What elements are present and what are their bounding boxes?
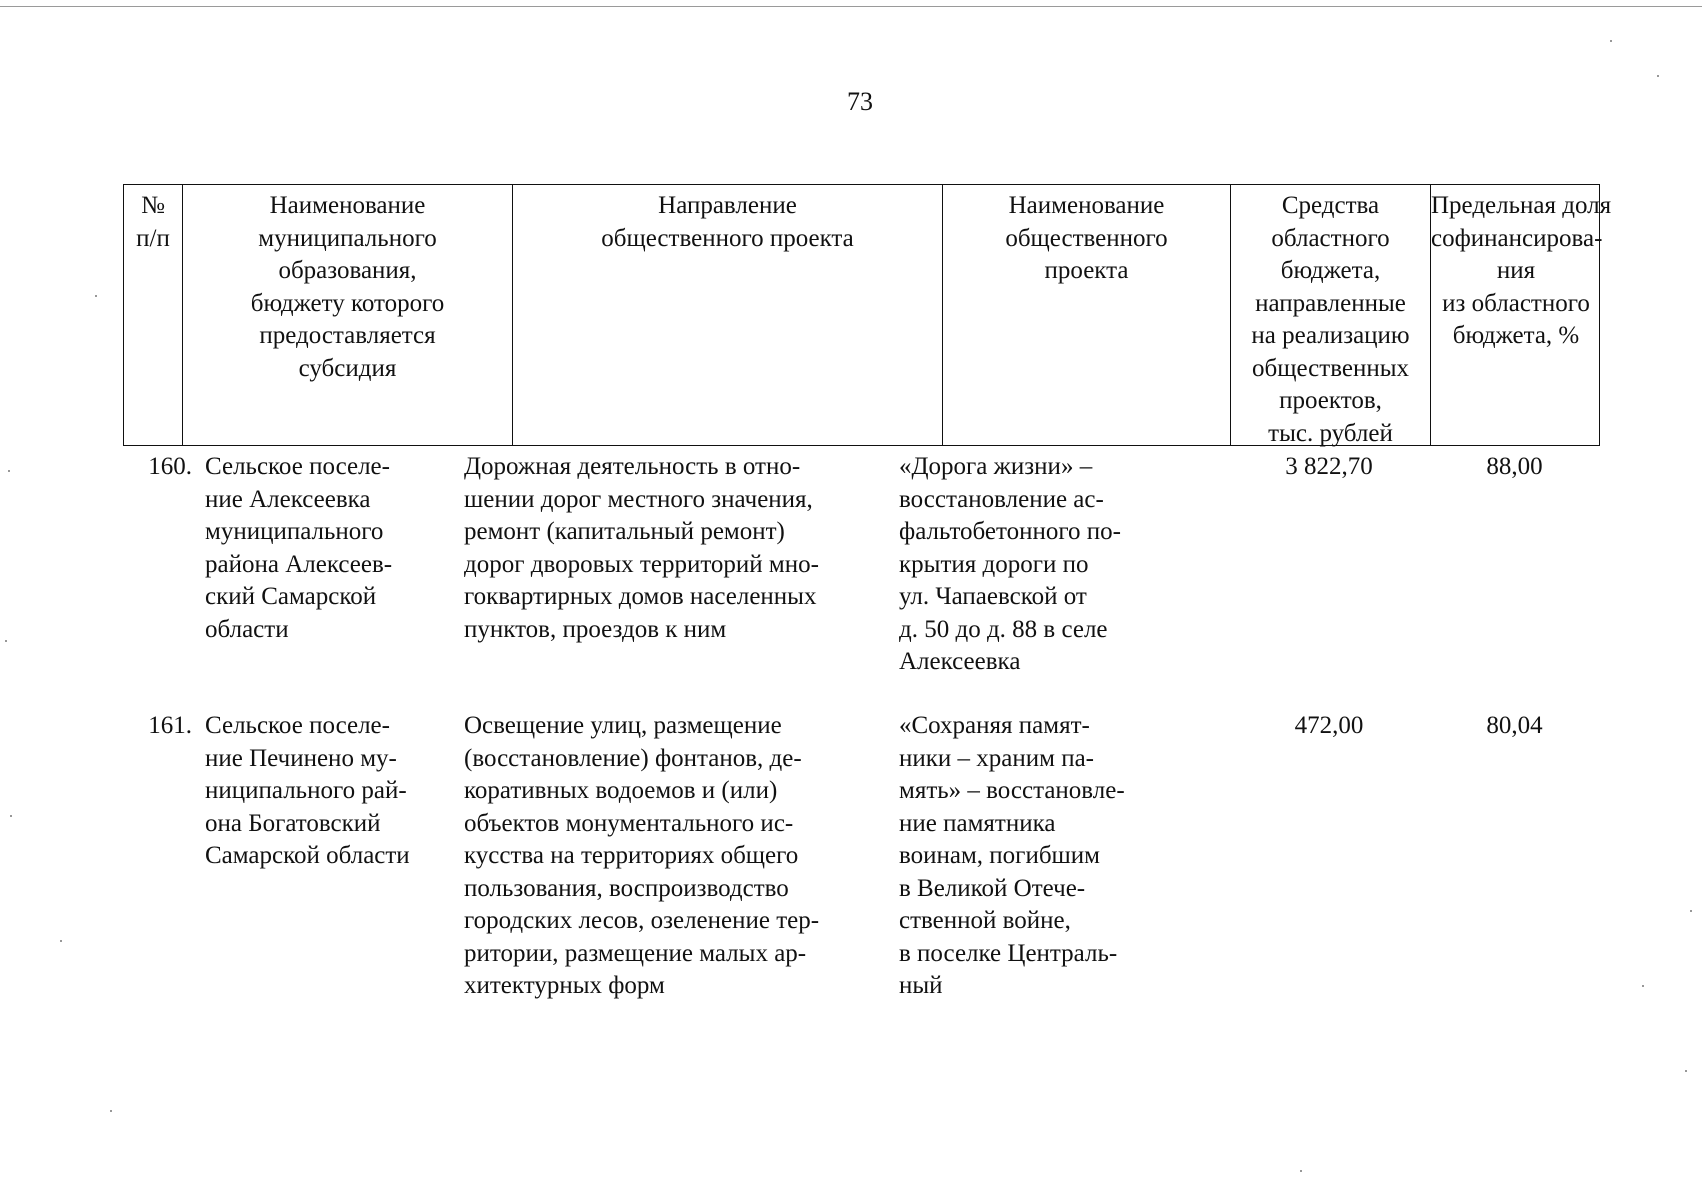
header-number — [124, 185, 182, 445]
cell-line: ние Печинено му- — [205, 744, 397, 772]
cell-line: мять» – восстановле- — [899, 777, 1125, 804]
header-line: ния — [1496, 257, 1536, 284]
header-line: Предельная доля — [1431, 192, 1612, 219]
scan-speck — [5, 640, 7, 642]
scan-speck — [60, 940, 62, 942]
header-line: бюджета, — [1280, 257, 1381, 284]
scan-speck — [8, 470, 10, 472]
cell-line: (восстановление) фонтанов, де- — [464, 744, 802, 772]
header-line: тыс. рублей — [1268, 419, 1393, 447]
header-line: общественного проекта — [601, 224, 854, 252]
scan-speck — [10, 815, 12, 817]
cell-line: пунктов, проездов к ним — [464, 615, 727, 643]
cell-line: городских лесов, озеленение тер- — [464, 907, 820, 934]
header-line: предоставляется — [259, 322, 436, 349]
cell-line: ники – храним па- — [899, 744, 1095, 772]
cell-line: фальтобетонного по- — [899, 518, 1121, 545]
row-share: 80,04 — [1486, 712, 1543, 739]
header-line: Направление — [658, 192, 797, 219]
cell-line: Алексеевка — [899, 648, 1021, 675]
header-line: субсидия — [298, 354, 397, 382]
row-share: 88,00 — [1486, 453, 1543, 480]
scan-speck — [1685, 1070, 1687, 1072]
subsidy-table — [123, 184, 1612, 1010]
cell-line: Сельское поселе- — [205, 453, 390, 480]
cell-line: она Богатовский — [205, 809, 381, 837]
table-row — [123, 710, 1600, 1010]
cell-line: коративных водоемов и (или) — [464, 777, 778, 804]
cell-line: в Великой Отече- — [899, 874, 1086, 902]
scan-speck — [1642, 985, 1644, 987]
scan-speck — [1690, 910, 1692, 912]
cell-line: ритории, размещение малых ар- — [464, 939, 807, 967]
cell-line: крытия дороги по — [899, 550, 1089, 578]
header-share — [1430, 185, 1612, 445]
header-funds — [1230, 185, 1430, 445]
header-line: общественного — [1005, 224, 1168, 252]
header-line: образования, — [278, 257, 417, 284]
table-row — [123, 446, 1600, 710]
header-line: из областного — [1442, 289, 1590, 317]
top-scan-line — [0, 6, 1702, 7]
cell-line: «Дорога жизни» – — [899, 453, 1093, 480]
cell-line: Сельское поселе- — [205, 712, 390, 739]
scan-speck — [1657, 75, 1659, 77]
header-line: бюджету которого — [250, 289, 445, 317]
cell-line: ственной войне, — [899, 907, 1071, 934]
scan-speck — [110, 1110, 112, 1112]
cell-line: ул. Чапаевской от — [899, 583, 1087, 610]
cell-line: района Алексеев- — [205, 550, 393, 578]
cell-line: ниципального рай- — [205, 777, 407, 804]
header-project — [942, 185, 1230, 445]
header-direction — [512, 185, 942, 445]
cell-line: в поселке Централь- — [899, 939, 1118, 967]
row-number: 160. — [148, 453, 192, 480]
cell-line: ремонт (капитальный ремонт) — [464, 518, 785, 545]
page-number: 73 — [847, 87, 873, 116]
table-header-row — [123, 184, 1612, 447]
cell-line: восстановление ас- — [899, 485, 1104, 513]
cell-line: ние Алексеевка — [205, 485, 371, 513]
cell-line: воинам, погибшим — [899, 842, 1100, 869]
header-municipality — [182, 185, 512, 445]
header-line: софинансирова- — [1431, 224, 1603, 252]
cell-line: Освещение улиц, размещение — [464, 712, 782, 739]
scan-speck — [1300, 1170, 1302, 1172]
row-direction — [464, 710, 884, 1003]
cell-line: ный — [899, 972, 943, 999]
header-line: Средства — [1281, 192, 1380, 219]
header-line: проекта — [1044, 257, 1129, 284]
cell-line: гоквартирных домов населенных — [464, 583, 817, 610]
row-direction — [464, 451, 884, 646]
header-line: бюджета, % — [1452, 322, 1580, 349]
cell-line: области — [205, 615, 289, 643]
cell-line: муниципального — [205, 518, 384, 545]
row-project — [899, 451, 1169, 679]
cell-line: объектов монументального ис- — [464, 809, 794, 837]
cell-line: хитектурных форм — [464, 972, 665, 999]
cell-line: кусства на территориях общего — [464, 842, 799, 869]
header-line: областного — [1271, 224, 1390, 252]
scan-speck — [95, 295, 97, 297]
scan-speck — [1610, 40, 1612, 42]
header-line: Наименование — [1008, 192, 1165, 219]
row-funds: 3 822,70 — [1285, 453, 1373, 480]
cell-line: пользования, воспроизводство — [464, 874, 789, 902]
header-line: проектов, — [1279, 387, 1382, 414]
header-line: муниципального — [258, 224, 437, 252]
cell-line: д. 50 до д. 88 в селе — [899, 615, 1108, 643]
cell-line: Самарской области — [205, 842, 410, 869]
header-line: п/п — [136, 224, 170, 252]
cell-line: «Сохраняя памят- — [899, 712, 1090, 739]
cell-line: Дорожная деятельность в отно- — [464, 453, 801, 480]
cell-line: шении дорог местного значения, — [464, 485, 813, 513]
header-line: № — [141, 192, 165, 219]
cell-line: ский Самарской — [205, 583, 377, 610]
row-number: 161. — [148, 712, 192, 739]
header-line: Наименование — [269, 192, 426, 219]
row-project — [899, 710, 1169, 1003]
cell-line: ние памятника — [899, 809, 1056, 837]
row-funds: 472,00 — [1294, 712, 1364, 739]
header-line: общественных — [1251, 354, 1410, 382]
header-line: направленные — [1255, 289, 1406, 317]
cell-line: дорог дворовых территорий мно- — [464, 550, 819, 578]
header-line: на реализацию — [1251, 322, 1410, 349]
